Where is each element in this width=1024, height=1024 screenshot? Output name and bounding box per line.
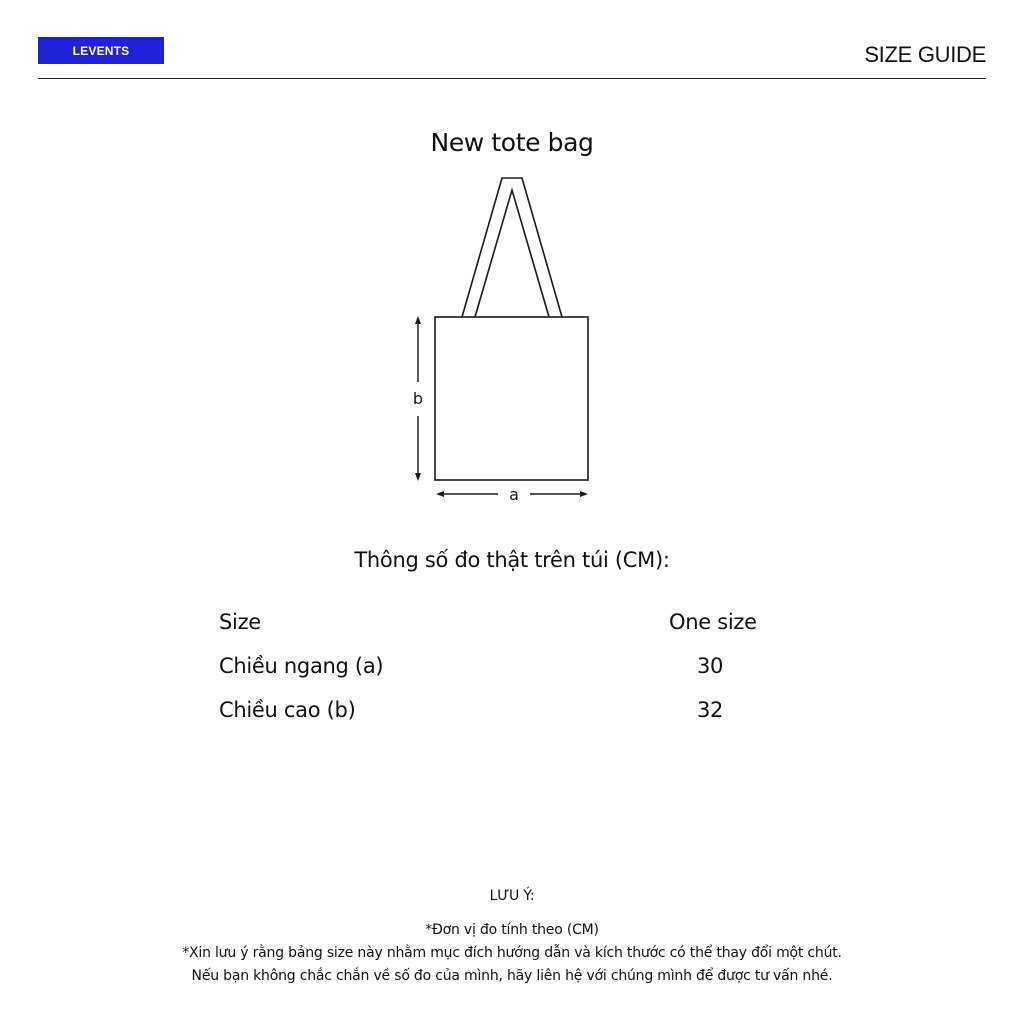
width-row-label: Chiều ngang (a) [219, 654, 384, 678]
brand-name: LEVENTS [72, 43, 130, 58]
width-row-value: 30 [697, 654, 724, 678]
height-label: b [412, 389, 424, 408]
note-line: *Đơn vị đo tính theo (CM) [425, 922, 599, 938]
bag-handle [462, 178, 562, 317]
tote-bag-diagram [400, 170, 620, 510]
page-title: SIZE GUIDE [864, 42, 986, 67]
bag-body [435, 317, 588, 480]
size-table [219, 600, 819, 732]
width-label: a [509, 485, 519, 504]
one-size-column-header: One size [669, 610, 757, 634]
product-title: New tote bag [430, 128, 594, 157]
notes-title: LƯU Ý: [489, 888, 535, 904]
header-divider [38, 78, 986, 79]
table-header-row [219, 600, 819, 644]
note-line: Nếu bạn không chắc chắn về số đo của mình, hãy liên hệ với chúng mình để được tư vấn nhé. [191, 968, 833, 984]
height-row-value: 32 [697, 698, 724, 722]
notes-section [0, 885, 1024, 988]
table-row [219, 644, 819, 688]
brand-logo [38, 37, 164, 64]
size-column-header: Size [219, 610, 261, 634]
note-line: *Xin lưu ý rằng bảng size này nhằm mục đích hướng dẫn và kích thước có thể thay đổi một chút. [182, 945, 842, 961]
table-row [219, 688, 819, 732]
tote-bag-outline-icon [400, 170, 620, 510]
spec-heading: Thông số đo thật trên túi (CM): [354, 548, 670, 572]
height-row-label: Chiều cao (b) [219, 698, 356, 722]
